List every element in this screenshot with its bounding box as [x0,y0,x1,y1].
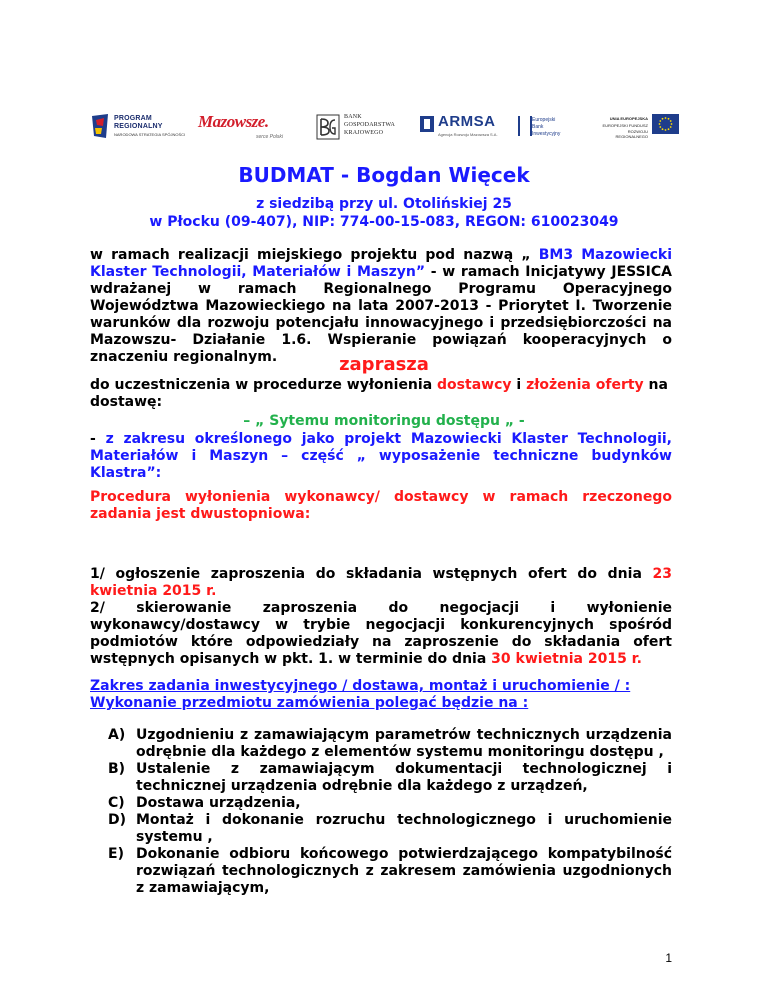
list-item-marker: C) [108,795,125,811]
company-identifiers: w Płocku (09-407), NIP: 774-00-15-083, REGON: 610023049 [149,214,619,230]
bgk-monogram-icon [316,114,340,140]
intro-text-start: w ramach realizacji miejskiego projektu pod nazwą „ [90,247,539,263]
program-regionalny-logo [90,110,195,146]
list-item-text: Uzgodnieniu z zamawiającym parametrów technicznych urządzenia odrębnie dla każdego z elementów systemu monitoringu dostępu , [136,727,672,760]
procedure-steps [90,566,672,668]
page-number: 1 [665,951,672,965]
eib-logo [518,110,578,146]
list-item [108,761,672,795]
mazowsze-tagline: serce Polski [256,134,283,140]
program-regionalny-emblem-icon [90,112,110,140]
ue-line2: EUROPEJSKI FUNDUSZ [602,123,648,128]
list-item-marker: D) [108,812,127,828]
invite-supplier: dostawcy [437,377,512,393]
armsa-mark-icon [420,116,434,132]
list-item-marker: E) [108,846,124,862]
eib-line2: Bank [532,124,544,130]
bgk-line1: BANK [344,114,362,120]
list-item-text: Ustalenie z zamawiającym dokumentacji technologicznej i technicznej urządzenia odrębnie dla każdego z urządzeń, [136,761,672,794]
eu-flag-icon [652,114,679,134]
invite-text-start: do uczestniczenia w procedurze wyłonienia [90,377,438,393]
eib-line3: Inwestycyjny [532,131,561,137]
invite-paragraph [90,377,672,411]
company-address: z siedzibą przy ul. Otolińskiej 25 [256,196,512,212]
intro-text-rest: - w ramach Inicjatywy JESSICA wdrażanej w ramach Regionalnego Programu Operacyjnego Województwa Mazowieckiego na lata 2007-2013 - Priorytet I. Tworzenie warunków dla rozwoju potencjału innowacyjnego i przedsiębiorczości na Mazowszu- Działanie 1.6. Wspieranie powiązań kooperacyjnych o znaczeniu regionalnym. [90,264,672,365]
invitation-heading: zaprasza [339,354,429,375]
list-item [108,795,672,812]
intro-paragraph [90,247,672,366]
program-regionalny-line2: REGIONALNY [114,123,163,130]
bgk-line3: KRAJOWEGO [344,130,384,136]
armsa-logo [420,110,506,146]
list-item-text: Dokonanie odbioru końcowego potwierdzającego kompatybilność rozwiązań technologicznych z zakresem zamówienia uzgodnionych z zamawiającym, [136,846,672,896]
eib-line1: Europejski [532,117,556,123]
armsa-tagline: Agencja Rozwoju Mazowsza S.A. [438,132,498,137]
project-name: BM3 Mazowiecki Klaster Technologii, Materiałów i Maszyn” [90,247,673,280]
program-regionalny-line1: PROGRAM [114,115,152,122]
list-item-text: Montaż i dokonanie rozruchu technologicznego i uruchomienie systemu , [136,812,672,845]
list-item-marker: B) [108,761,126,777]
ue-line3: ROZWOJU REGIONALNEGO [615,129,648,139]
invite-offer: złożenia oferty [526,377,644,393]
scope-list [108,727,672,897]
eib-bars-icon [518,116,532,136]
ue-logo [598,110,680,146]
scope-dash: - [90,431,106,447]
step-2-date: 30 kwietnia 2015 r. [491,651,642,667]
invite-text-end: na dostawę: [90,377,668,410]
procedure-note: Procedura wyłonienia wykonawcy/ dostawcy w ramach rzeczonego zadania jest dwustopniowa: [90,489,672,522]
bgk-line2: GOSPODARSTWA [344,122,396,128]
list-item [108,812,672,846]
scope-heading-line1: Zakres zadania inwestycyjnego / dostawa, montaż i uruchomienie / : [90,678,631,694]
program-regionalny-line3: NARODOWA STRATEGIA SPÓJNOŚCI [114,132,186,137]
armsa-name: ARMSA [438,113,496,130]
scope-heading [90,678,672,712]
list-item [108,846,672,897]
list-item [108,727,672,761]
scope-heading-line2: Wykonanie przedmiotu zamówienia polegać będzie na : [90,695,529,711]
list-item-marker: A) [108,727,126,743]
step-1-text: 1/ ogłoszenie zaproszenia do składania wstępnych ofert do dnia [90,566,653,582]
company-title: BUDMAT - Bogdan Więcek [238,163,530,187]
list-item-text: Dostawa urządzenia, [136,795,301,811]
mazowsze-name: Mazowsze. [198,112,269,131]
bgk-logo [316,110,411,146]
step-1-date: 23 kwietnia 2015 r. [90,566,672,599]
step-2-text: 2/ skierowanie zaproszenia do negocjacji i wyłonienie wykonawcy/dostawcy w trybie negocjacji konkurencyjnych spośród podmiotów które odpowiedziały na zaproszenie do składania ofert wstępnych opisanych w pkt. 1. w terminie do dnia [90,600,672,667]
system-name: – „ Sytemu monitoringu dostępu „ - [243,413,525,429]
ue-line1: UNIA EUROPEJSKA [609,116,648,121]
logo-strip [90,110,680,146]
scope-of-project-text: z zakresu określonego jako projekt Mazowiecki Klaster Technologii, Materiałów i Maszyn – część „ wyposażenie techniczne budynków Klastra”: [90,431,673,481]
scope-of-project [90,431,672,482]
invite-and: i [511,377,527,393]
mazowsze-logo [198,110,298,146]
